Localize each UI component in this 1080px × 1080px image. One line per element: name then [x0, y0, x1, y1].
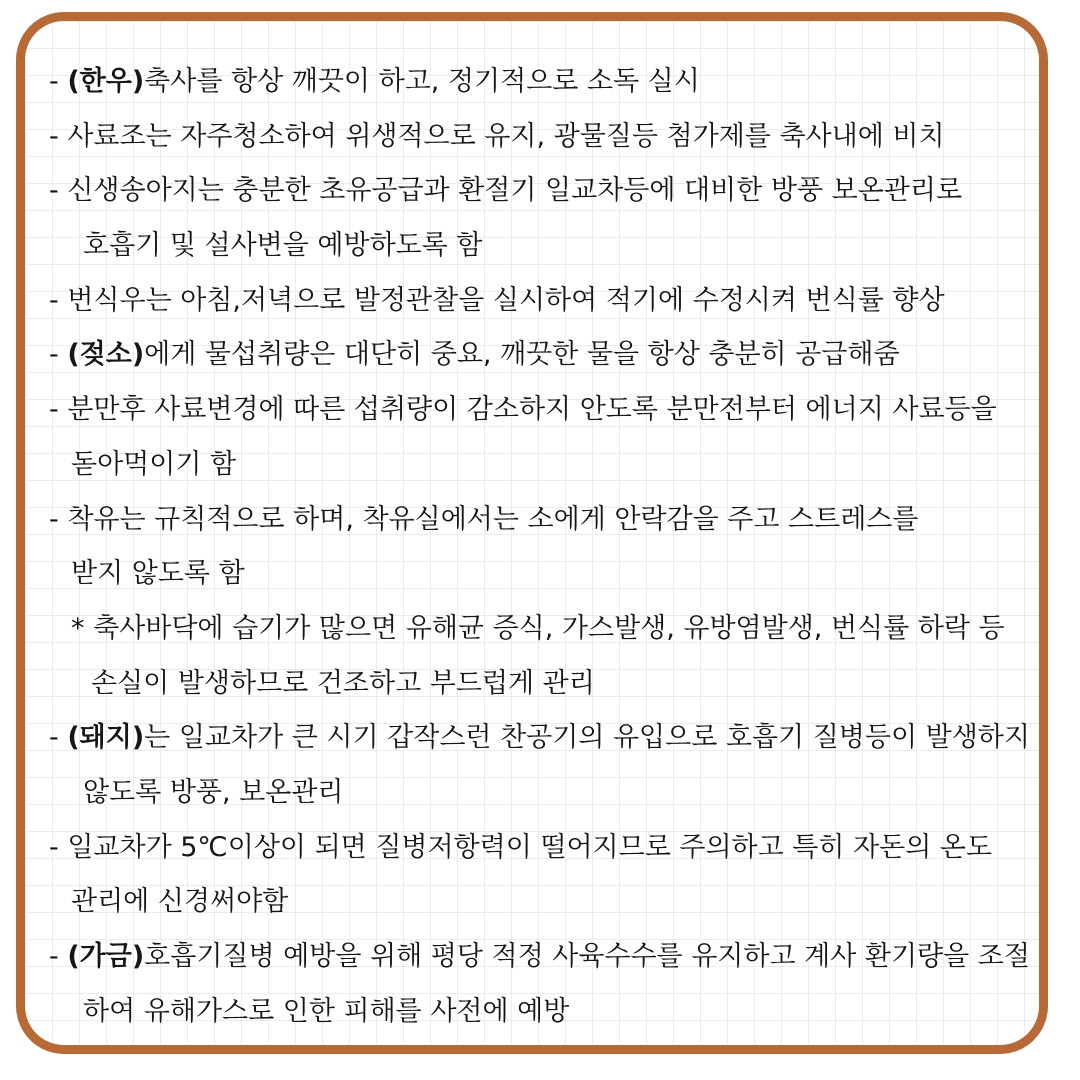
continuation-line [49, 985, 1039, 1040]
bullet-line [49, 274, 1039, 329]
bullet-line [49, 821, 1039, 876]
line-text: 않도록 방풍, 보온관리 [83, 776, 344, 808]
line-text: 사료조는 자주청소하여 위생적으로 유지, 광물질등 첨가제를 축사내에 비치 [67, 120, 945, 152]
line-text: 관리에 신경써야함 [71, 886, 289, 918]
note-frame [16, 12, 1048, 1054]
bullet-line [49, 930, 1039, 985]
bullet-line [49, 711, 1039, 766]
line-text: 호흡기질병 예방을 위해 평당 적정 사육수수를 유지하고 계사 환기량을 조절 [144, 941, 1030, 972]
bullet-line [49, 328, 1039, 383]
category-label-dairy: (젖소) [67, 339, 145, 371]
bullet-dash: - [49, 284, 68, 316]
line-text: 하여 유해가스로 인한 피해를 사전에 예방 [83, 995, 570, 1027]
bullet-dash: - [49, 941, 68, 972]
bullet-dash: - [49, 120, 68, 152]
bullet-line [49, 493, 1039, 548]
line-text: 는 일교차가 큰 시기 갑작스런 찬공기의 유입으로 호흡기 질병등이 발생하지 [144, 722, 1030, 754]
continuation-line [49, 657, 1039, 712]
note-line [49, 602, 1039, 657]
bullet-line [49, 55, 1039, 110]
bullet-dash: - [49, 503, 68, 535]
continuation-line [49, 547, 1039, 602]
note-content [49, 55, 1039, 1039]
line-text: 번식우는 아침,저녁으로 발정관찰을 실시하여 적기에 수정시켜 번식률 향상 [67, 284, 945, 316]
continuation-line [49, 219, 1039, 274]
bullet-dash: - [49, 339, 68, 371]
bullet-dash: - [49, 722, 68, 754]
line-text: 호흡기 및 설사변을 예방하도록 함 [83, 230, 483, 262]
continuation-line [49, 766, 1039, 821]
line-text: 신생송아지는 충분한 초유공급과 환절기 일교차등에 대비한 방풍 보온관리로 [67, 175, 963, 207]
line-text: 분만후 사료변경에 따른 섭취량이 감소하지 안도록 분만전부터 에너지 사료등을 [67, 394, 997, 426]
bullet-dash: - [49, 66, 68, 97]
category-label-poultry: (가금) [67, 941, 145, 972]
bullet-line [49, 164, 1039, 219]
line-text: 착유는 규칙적으로 하며, 착유실에서는 소에게 안락감을 주고 스트레스를 [67, 503, 919, 535]
line-text: 돋아먹이기 함 [71, 448, 237, 480]
line-text: 일교차가 5℃이상이 되면 질병저항력이 떨어지므로 주의하고 특히 자돈의 온도 [67, 831, 993, 863]
bullet-line [49, 110, 1039, 165]
bullet-dash: - [49, 831, 68, 863]
line-text: 에게 물섭취량은 대단히 중요, 깨끗한 물을 항상 충분히 공급해줌 [144, 339, 900, 371]
bullet-line [49, 383, 1039, 438]
continuation-line [49, 438, 1039, 493]
continuation-line [49, 875, 1039, 930]
line-text: 받지 않도록 함 [71, 558, 245, 590]
bullet-dash: - [49, 394, 68, 426]
category-label-hanwoo: (한우) [67, 66, 145, 97]
line-text: 축사를 항상 깨끗이 하고, 정기적으로 소독 실시 [144, 66, 700, 97]
category-label-pig: (돼지) [67, 722, 145, 754]
bullet-dash: - [49, 175, 68, 207]
line-text: 축사바닥에 습기가 많으면 유해균 증식, 가스발생, 유방염발생, 번식률 하락 등 [93, 612, 1005, 644]
note-asterisk: * [71, 612, 94, 644]
line-text: 손실이 발생하므로 건조하고 부드럽게 관리 [91, 667, 595, 699]
